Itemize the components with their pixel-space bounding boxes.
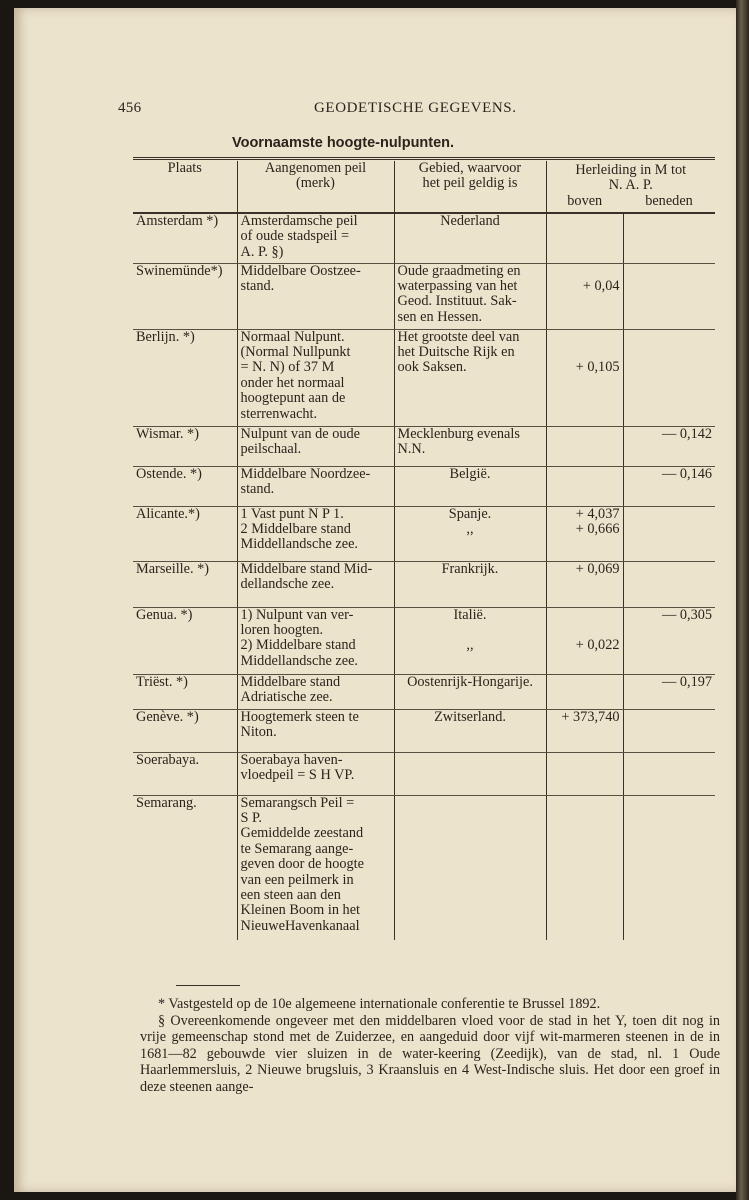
hoogte-nulpunten-table (133, 161, 715, 940)
cell-peil-line: Niton. (240, 723, 277, 740)
cell-gebied-line: Mecklenburg evenals (397, 425, 520, 442)
cell-gebied (394, 426, 546, 466)
cell-peil-line: Normaal Nulpunt. (240, 328, 345, 345)
cell-peil-line: 2 Middelbare stand (240, 520, 351, 537)
table-row (133, 329, 715, 426)
cell-gebied (394, 561, 546, 607)
cell-peil-line: stand. (240, 277, 275, 294)
cell-gebied-line: Spanje. (448, 505, 492, 522)
cell-boven-line (550, 345, 620, 360)
column-header-boven: boven (546, 194, 623, 213)
cell-beneden (623, 674, 715, 709)
table-title: Voornaamste hoogte-nulpunten. (232, 135, 455, 151)
table-row (133, 674, 715, 709)
column-header-peil (237, 161, 394, 213)
cell-boven (546, 709, 623, 752)
cell-peil-line: Adriatische zee. (240, 688, 333, 705)
table-row (133, 561, 715, 607)
cell-peil (237, 426, 394, 466)
cell-peil (237, 674, 394, 709)
table-row (133, 213, 715, 263)
cell-gebied-line: Het grootste deel van (397, 328, 520, 345)
gebied-header-line: het peil geldig is (422, 175, 518, 192)
cell-boven-line (550, 330, 620, 345)
cell-peil-line: Hoogtemerk steen te (240, 708, 359, 725)
cell-boven-line (550, 608, 620, 623)
cell-peil-line: S P. (240, 809, 262, 826)
cell-gebied-line: Geod. Instituut. Sak- (397, 293, 517, 310)
cell-gebied (394, 263, 546, 329)
cell-boven-line: + 0,04 (582, 277, 620, 294)
cell-beneden (623, 607, 715, 674)
cell-gebied-line (398, 796, 543, 811)
peil-header-line: (merk) (296, 175, 335, 192)
cell-gebied (394, 607, 546, 674)
cell-boven (546, 466, 623, 506)
column-header-plaats: Plaats (133, 161, 237, 213)
footnote-asterisk: * Vastgesteld op de 10e algemeene internationale conferentie te Brussel 1892. (158, 996, 601, 1012)
cell-boven (546, 752, 623, 795)
cell-plaats: Berlijn. *) (133, 329, 237, 426)
cell-beneden-line (627, 796, 713, 811)
cell-beneden-line (627, 264, 713, 279)
cell-boven-line (550, 753, 620, 768)
cell-boven (546, 674, 623, 709)
cell-peil (237, 466, 394, 506)
cell-peil (237, 561, 394, 607)
cell-peil-line: Middellandsche zee. (240, 652, 359, 669)
cell-peil-line: Kleinen Boom in het (240, 902, 361, 919)
cell-beneden-line: — 0,197 (661, 673, 713, 690)
cell-boven-line (550, 214, 620, 229)
cell-beneden (623, 263, 715, 329)
cell-gebied (394, 213, 546, 263)
peil-header-line: Aangenomen peil (264, 160, 367, 176)
page-number: 456 (118, 100, 142, 116)
cell-peil-line: onder het normaal (240, 374, 345, 391)
cell-gebied-line (398, 753, 543, 768)
cell-plaats: Triëst. *) (133, 674, 237, 709)
herleiding-header-line: N. A. P. (608, 177, 653, 194)
cell-gebied-line: Oostenrijk-Hongarije. (407, 673, 533, 690)
table-row (133, 795, 715, 940)
cell-gebied-line: het Duitsche Rijk en (397, 343, 515, 360)
column-header-gebied (394, 161, 546, 213)
cell-peil-line: Semarangsch Peil = (240, 794, 355, 811)
cell-boven (546, 213, 623, 263)
cell-peil (237, 263, 394, 329)
cell-gebied-line: Italië. (453, 606, 487, 623)
cell-peil-line: geven door de hoogte (240, 856, 364, 873)
cell-boven-line (550, 264, 620, 279)
cell-beneden (623, 561, 715, 607)
cell-peil-line: = N. N) of 37 M (240, 359, 335, 376)
cell-peil-line: NieuweHavenkanaal (240, 917, 360, 934)
cell-peil-line: loren hoogten. (240, 621, 324, 638)
cell-peil-line: 2) Middelbare stand (240, 637, 356, 654)
cell-gebied-line: waterpassing van het (397, 277, 518, 294)
cell-peil (237, 709, 394, 752)
cell-boven-line: + 4,037 (575, 505, 620, 522)
cell-peil-line: hoogtepunt aan de (240, 390, 346, 407)
cell-beneden-line: — 0,142 (661, 425, 713, 442)
cell-peil-line: 1) Nulpunt van ver- (240, 606, 354, 623)
cell-beneden-line (627, 710, 713, 725)
cell-boven (546, 506, 623, 561)
cell-peil-line: Gemiddelde zeestand (240, 825, 364, 842)
cell-boven (546, 426, 623, 466)
column-header-herleiding (546, 161, 715, 194)
cell-gebied-line: Oude graadmeting en (397, 262, 521, 279)
table-row (133, 709, 715, 752)
cell-peil-line: Amsterdamsche peil (240, 213, 358, 229)
cell-plaats: Ostende. *) (133, 466, 237, 506)
cell-gebied-line: ,, (466, 637, 474, 654)
cell-plaats: Genua. *) (133, 607, 237, 674)
cell-peil-line: of oude stadspeil = (240, 228, 350, 245)
cell-beneden-line: — 0,305 (661, 606, 713, 623)
table-row (133, 607, 715, 674)
cell-boven-line (550, 467, 620, 482)
cell-plaats: Marseille. *) (133, 561, 237, 607)
cell-peil-line: (Normal Nullpunkt (240, 343, 351, 360)
cell-peil-line: sterrenwacht. (240, 405, 318, 422)
cell-peil-line: peilschaal. (240, 440, 302, 457)
cell-boven (546, 607, 623, 674)
gebied-header-line: Gebied, waarvoor (418, 160, 522, 176)
cell-peil-line: Nulpunt van de oude (240, 425, 361, 442)
cell-gebied-line: Nederland (440, 213, 500, 229)
cell-peil (237, 607, 394, 674)
cell-beneden-line (627, 330, 713, 345)
cell-boven-line: + 0,069 (575, 560, 620, 577)
footnote-rule (176, 985, 240, 986)
cell-gebied (394, 752, 546, 795)
cell-peil (237, 506, 394, 561)
cell-boven-line (550, 796, 620, 811)
cell-boven (546, 329, 623, 426)
cell-beneden-line (627, 753, 713, 768)
column-header-beneden: beneden (623, 194, 715, 213)
cell-beneden-line (627, 507, 713, 522)
cell-peil-line: A. P. §) (240, 243, 284, 260)
cell-plaats: Soerabaya. (133, 752, 237, 795)
footnote-section: § Overeenkomende ongeveer met den middelbaren vloed voor de stad in het Y, toen dit nog in vrije gemeenschap stond met de Zuiderzee, en aangeduid door vijf wit-marmeren steenen in de in 1681—82 gebouwde vier sluizen in de water-keering (Zeedijk), van de stad, nl. 1 Oude Haarlemmersluis, 2 Nieuwe brugsluis, 3 Kraansluis en 4 West-Indische sluis. Het door een groef in deze steenen aange- (140, 1012, 720, 1095)
cell-peil-line: van een peilmerk in (240, 871, 354, 888)
cell-beneden-line (627, 562, 713, 577)
cell-gebied (394, 709, 546, 752)
cell-gebied (394, 466, 546, 506)
cell-gebied-line: Frankrijk. (441, 560, 499, 577)
cell-plaats: Amsterdam *) (133, 213, 237, 263)
cell-plaats: Semarang. (136, 794, 197, 811)
cell-beneden-line (627, 214, 713, 229)
cell-plaats: Alicante.*) (133, 506, 237, 561)
cell-gebied-line: N.N. (397, 440, 426, 457)
cell-peil-line: een steen aan den (240, 886, 341, 903)
cell-boven (546, 561, 623, 607)
cell-plaats: Wismar. *) (133, 426, 237, 466)
cell-beneden (623, 466, 715, 506)
cell-plaats: Swinemünde*) (133, 263, 237, 329)
cell-boven-line (550, 427, 620, 442)
cell-boven-line (550, 675, 620, 690)
cell-boven-line (550, 623, 620, 638)
cell-gebied (394, 506, 546, 561)
cell-gebied-line: sen en Hessen. (397, 308, 483, 325)
cell-boven (546, 795, 623, 940)
cell-beneden (623, 795, 715, 940)
table-body (133, 213, 715, 940)
cell-beneden (623, 426, 715, 466)
cell-peil-line: vloedpeil = S H VP. (240, 766, 355, 783)
cell-peil (237, 752, 394, 795)
cell-gebied-line: Zwitserland. (434, 708, 506, 725)
cell-boven-line: + 0,022 (575, 637, 620, 654)
cell-gebied (394, 329, 546, 426)
cell-gebied-line: ook Saksen. (397, 359, 467, 376)
cell-beneden (623, 752, 715, 795)
running-header (118, 100, 718, 120)
cell-beneden-line: — 0,146 (661, 465, 713, 482)
table-row (133, 752, 715, 795)
cell-boven-line: + 0,105 (575, 359, 620, 376)
cell-gebied-line: België. (449, 465, 491, 482)
cell-beneden (623, 506, 715, 561)
table-row (133, 466, 715, 506)
cell-peil-line: stand. (240, 480, 275, 497)
cell-plaats: Genève. *) (133, 709, 237, 752)
footnotes (140, 996, 720, 1096)
cell-beneden (623, 709, 715, 752)
cell-peil-line: dellandsche zee. (240, 575, 335, 592)
cell-gebied-line (398, 623, 543, 638)
cell-peil-line: Middelbare Oostzee- (240, 262, 361, 279)
cell-gebied-line: ,, (466, 520, 474, 537)
cell-gebied (394, 795, 546, 940)
cell-boven-line: + 373,740 (561, 708, 620, 725)
cell-boven-line: + 0,666 (575, 520, 620, 537)
cell-boven (546, 263, 623, 329)
cell-beneden (623, 213, 715, 263)
cell-peil-line: Middelbare stand (240, 673, 341, 690)
cell-gebied (394, 674, 546, 709)
cell-peil-line: Middelbare Noordzee- (240, 465, 371, 482)
running-title: GEODETISCHE GEGEVENS. (314, 100, 517, 116)
table-row (133, 506, 715, 561)
cell-peil-line: Soerabaya haven- (240, 751, 343, 768)
herleiding-header-line: Herleiding in M tot (575, 162, 687, 178)
cell-peil-line: Middellandsche zee. (240, 536, 359, 553)
cell-peil (237, 213, 394, 263)
table-row (133, 263, 715, 329)
cell-peil-line: 1 Vast punt N P 1. (240, 505, 344, 522)
cell-beneden (623, 329, 715, 426)
page-edge (736, 0, 749, 1200)
table-row (133, 426, 715, 466)
cell-peil (237, 329, 394, 426)
cell-peil-line: te Semarang aange- (240, 840, 354, 857)
cell-peil (237, 795, 394, 940)
cell-peil-line: Middelbare stand Mid- (240, 560, 373, 577)
